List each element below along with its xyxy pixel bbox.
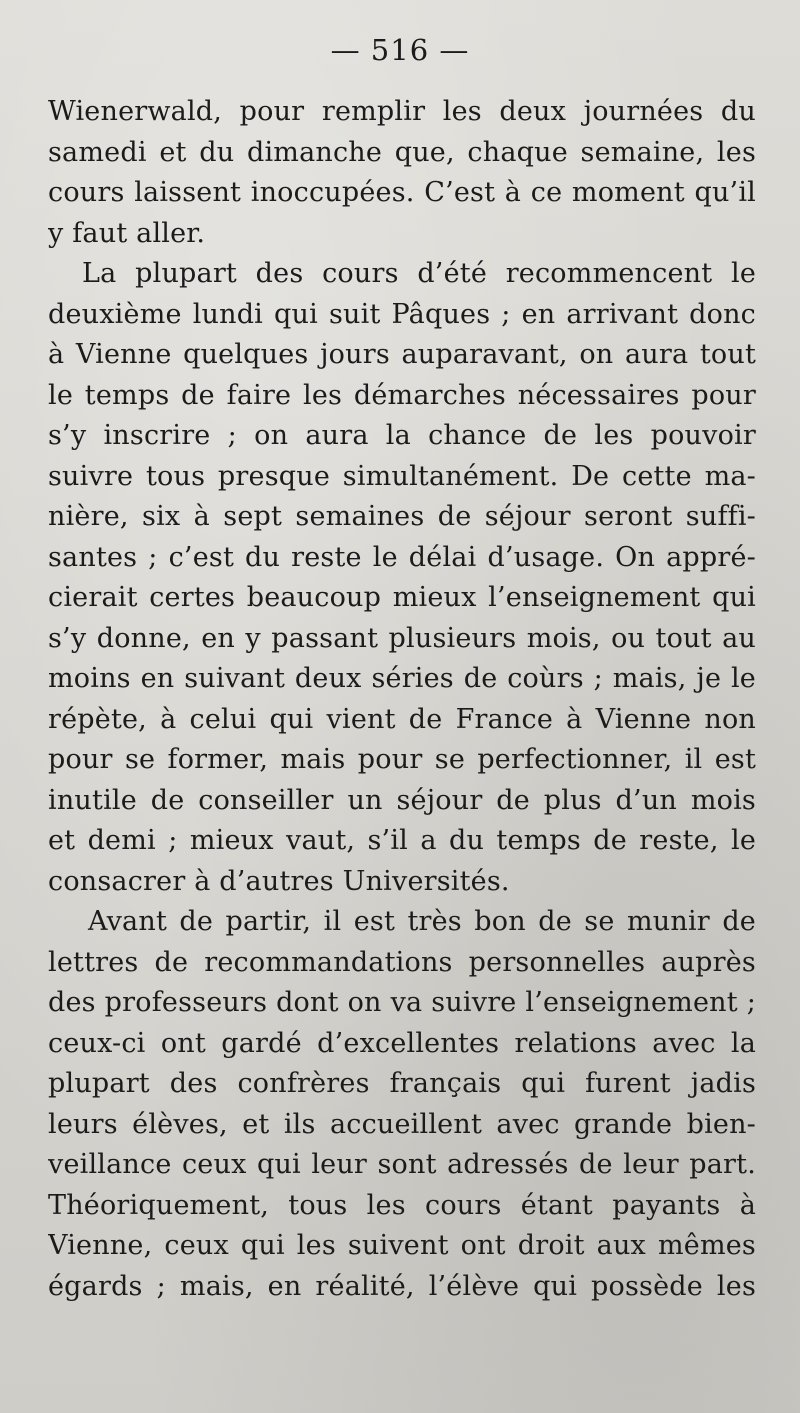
text-line: plupart des confrères français qui furent jadis xyxy=(48,1068,756,1099)
body-text xyxy=(48,92,756,1307)
text-line: samedi et du dimanche que, chaque semaine, les xyxy=(48,136,756,168)
text-line: leurs élèves, et ils accueillent avec grande bien- xyxy=(48,1108,756,1140)
text-line: s’y donne, en y passant plusieurs mois, ou tout au xyxy=(48,622,756,654)
page-number: — 516 — xyxy=(330,33,470,67)
text-line: s’y inscrire ; on aura la chance de les pouvoir xyxy=(48,420,756,451)
text-line: pour se former, mais pour se perfectionner, il est xyxy=(48,744,756,775)
text-line: cierait certes beaucoup mieux l’enseignement qui xyxy=(48,582,756,613)
text-line: moins en suivant deux séries de coùrs ; mais, je le xyxy=(48,663,756,694)
text-line: deuxième lundi qui suit Pâques ; en arrivant donc xyxy=(48,298,756,330)
text-line: suivre tous presque simultanément. De cette ma- xyxy=(48,460,756,492)
text-line: à Vienne quelques jours auparavant, on aura tout xyxy=(48,339,756,370)
text-line: inutile de conseiller un séjour de plus d’un mois xyxy=(48,784,756,816)
text-line: cours laissent inoccupées. C’est à ce moment qu’il xyxy=(48,177,756,208)
text-line: lettres de recommandations personnelles auprès xyxy=(48,946,756,978)
text-line: y faut aller. xyxy=(48,217,206,249)
paragraph-2 xyxy=(48,254,756,902)
text-line: et demi ; mieux vaut, s’il a du temps de reste, le xyxy=(48,825,756,856)
text-line: des professeurs dont on va suivre l’enseignement ; xyxy=(48,987,756,1018)
paragraph-1 xyxy=(48,92,756,254)
text-line: égards ; mais, en réalité, l’élève qui possède les xyxy=(48,1270,756,1302)
text-line: La plupart des cours d’été recommencent le xyxy=(82,258,756,289)
text-line: Théoriquement, tous les cours étant payants à xyxy=(48,1189,756,1221)
text-line: le temps de faire les démarches nécessaires pour xyxy=(48,379,756,411)
text-line: veillance ceux qui leur sont adressés de leur part. xyxy=(48,1149,756,1180)
text-line: consacrer à d’autres Universités. xyxy=(48,865,510,897)
text-line: nière, six à sept semaines de séjour seront suffi- xyxy=(48,501,756,532)
text-line: répète, à celui qui vient de France à Vienne non xyxy=(48,703,756,735)
text-line: Vienne, ceux qui les suivent ont droit aux mêmes xyxy=(48,1230,756,1261)
text-line: Avant de partir, il est très bon de se munir de xyxy=(88,906,756,937)
text-line: ceux-ci ont gardé d’excellentes relations avec la xyxy=(48,1027,756,1059)
text-line: Wienerwald, pour remplir les deux journées du xyxy=(48,96,756,127)
text-line: santes ; c’est du reste le délai d’usage. On appré- xyxy=(48,541,756,573)
paragraph-3 xyxy=(48,902,756,1307)
